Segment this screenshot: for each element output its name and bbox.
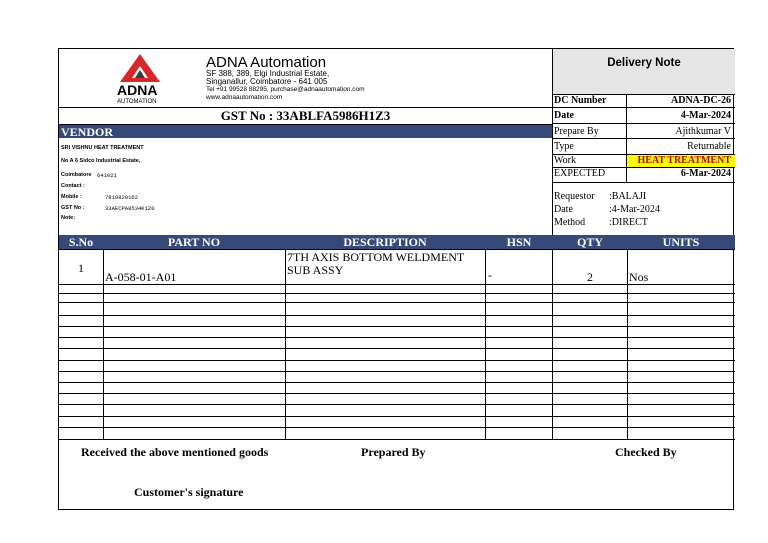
vendor-contact-label: Contact : — [61, 183, 85, 189]
type-label: Type — [554, 141, 574, 152]
dc-number-value: ADNA-DC-26 — [671, 95, 731, 106]
document-title: Delivery Note — [607, 57, 681, 69]
request-date-value: :4-Mar-2024 — [609, 204, 660, 215]
work-label: Work — [554, 155, 576, 166]
vendor-mobile: 7810820162 — [105, 194, 139, 201]
vendor-address: No A 6 Sidco Industrial Estate, — [61, 158, 141, 164]
logo-triangle-icon — [115, 53, 165, 83]
column-header-part-no: PART NO — [167, 235, 221, 249]
method-label: Method — [554, 217, 586, 228]
prepare-by-label: Prepare By — [554, 126, 599, 137]
vendor-note-label: Note: — [61, 215, 76, 221]
delivery-note-sheet — [58, 48, 734, 510]
column-header-description: DESCRIPTION — [343, 235, 427, 249]
company-website: www.adnaautomation.com — [206, 94, 283, 101]
column-header-sno: S.No — [68, 235, 94, 249]
row1-units: Nos — [629, 270, 649, 284]
work-value: HEAT TREATMENT — [637, 155, 731, 166]
vendor-gst: 33AECPA8534K1Z0 — [105, 205, 155, 212]
date-value: 4-Mar-2024 — [680, 110, 731, 121]
requestor-label: Requestor — [554, 191, 595, 202]
dc-number-label: DC Number — [554, 95, 607, 106]
logo-subtext: AUTOMATION — [117, 99, 157, 105]
vendor-city-pin: 641021 — [97, 172, 117, 179]
received-goods-text: Received the above mentioned goods — [81, 445, 269, 459]
checked-by-label: Checked By — [615, 445, 677, 459]
gst-number: GST No : 33ABLFA5986H1Z3 — [220, 108, 391, 123]
vendor-name: SRI VISHNU HEAT TREATMENT — [61, 145, 144, 151]
customer-signature-label: Customer's signature — [134, 485, 244, 499]
expected-label: EXPECTED — [554, 168, 606, 179]
column-header-qty: QTY — [576, 235, 603, 249]
column-header-units: UNITS — [662, 235, 700, 249]
type-value: Returnable — [687, 141, 731, 152]
date-label: Date — [554, 110, 574, 121]
company-logo — [115, 53, 165, 103]
prepared-by-label: Prepared By — [361, 445, 426, 459]
vendor-gst-label: GST No : — [61, 205, 85, 211]
method-value: :DIRECT — [609, 217, 648, 228]
expected-value: 6-Mar-2024 — [680, 168, 731, 179]
prepare-by-value: Ajithkumar V — [675, 126, 731, 137]
vendor-header-band — [59, 125, 552, 138]
logo-text: ADNA — [117, 82, 158, 98]
row1-description-line1: 7TH AXIS BOTTOM WELDMENT — [287, 250, 465, 264]
column-header-hsn: HSN — [506, 235, 532, 249]
row1-sno: 1 — [78, 261, 84, 275]
vendor-city-label: Coimbatore — [61, 172, 92, 178]
company-contact: Tel +91 99528 88295, purchase@adnaautomation.com — [206, 86, 365, 93]
requestor-value: :BALAJI — [609, 191, 647, 202]
request-date-label: Date — [554, 204, 573, 215]
vendor-heading: VENDOR — [61, 125, 114, 139]
row1-part-no: A-058-01-A01 — [105, 270, 177, 284]
row1-description-line2: SUB ASSY — [287, 263, 344, 277]
title-box — [553, 49, 735, 94]
company-name: ADNA Automation — [206, 54, 327, 71]
row1-hsn: - — [488, 268, 492, 282]
vendor-mobile-label: Mobile : — [61, 194, 82, 200]
company-address-line1: SF 388, 389, Elgi Industrial Estate, — [206, 69, 330, 78]
company-address-line2: Singanallur, Coimbatore - 641 005 — [206, 77, 328, 86]
row1-qty: 2 — [587, 270, 593, 284]
